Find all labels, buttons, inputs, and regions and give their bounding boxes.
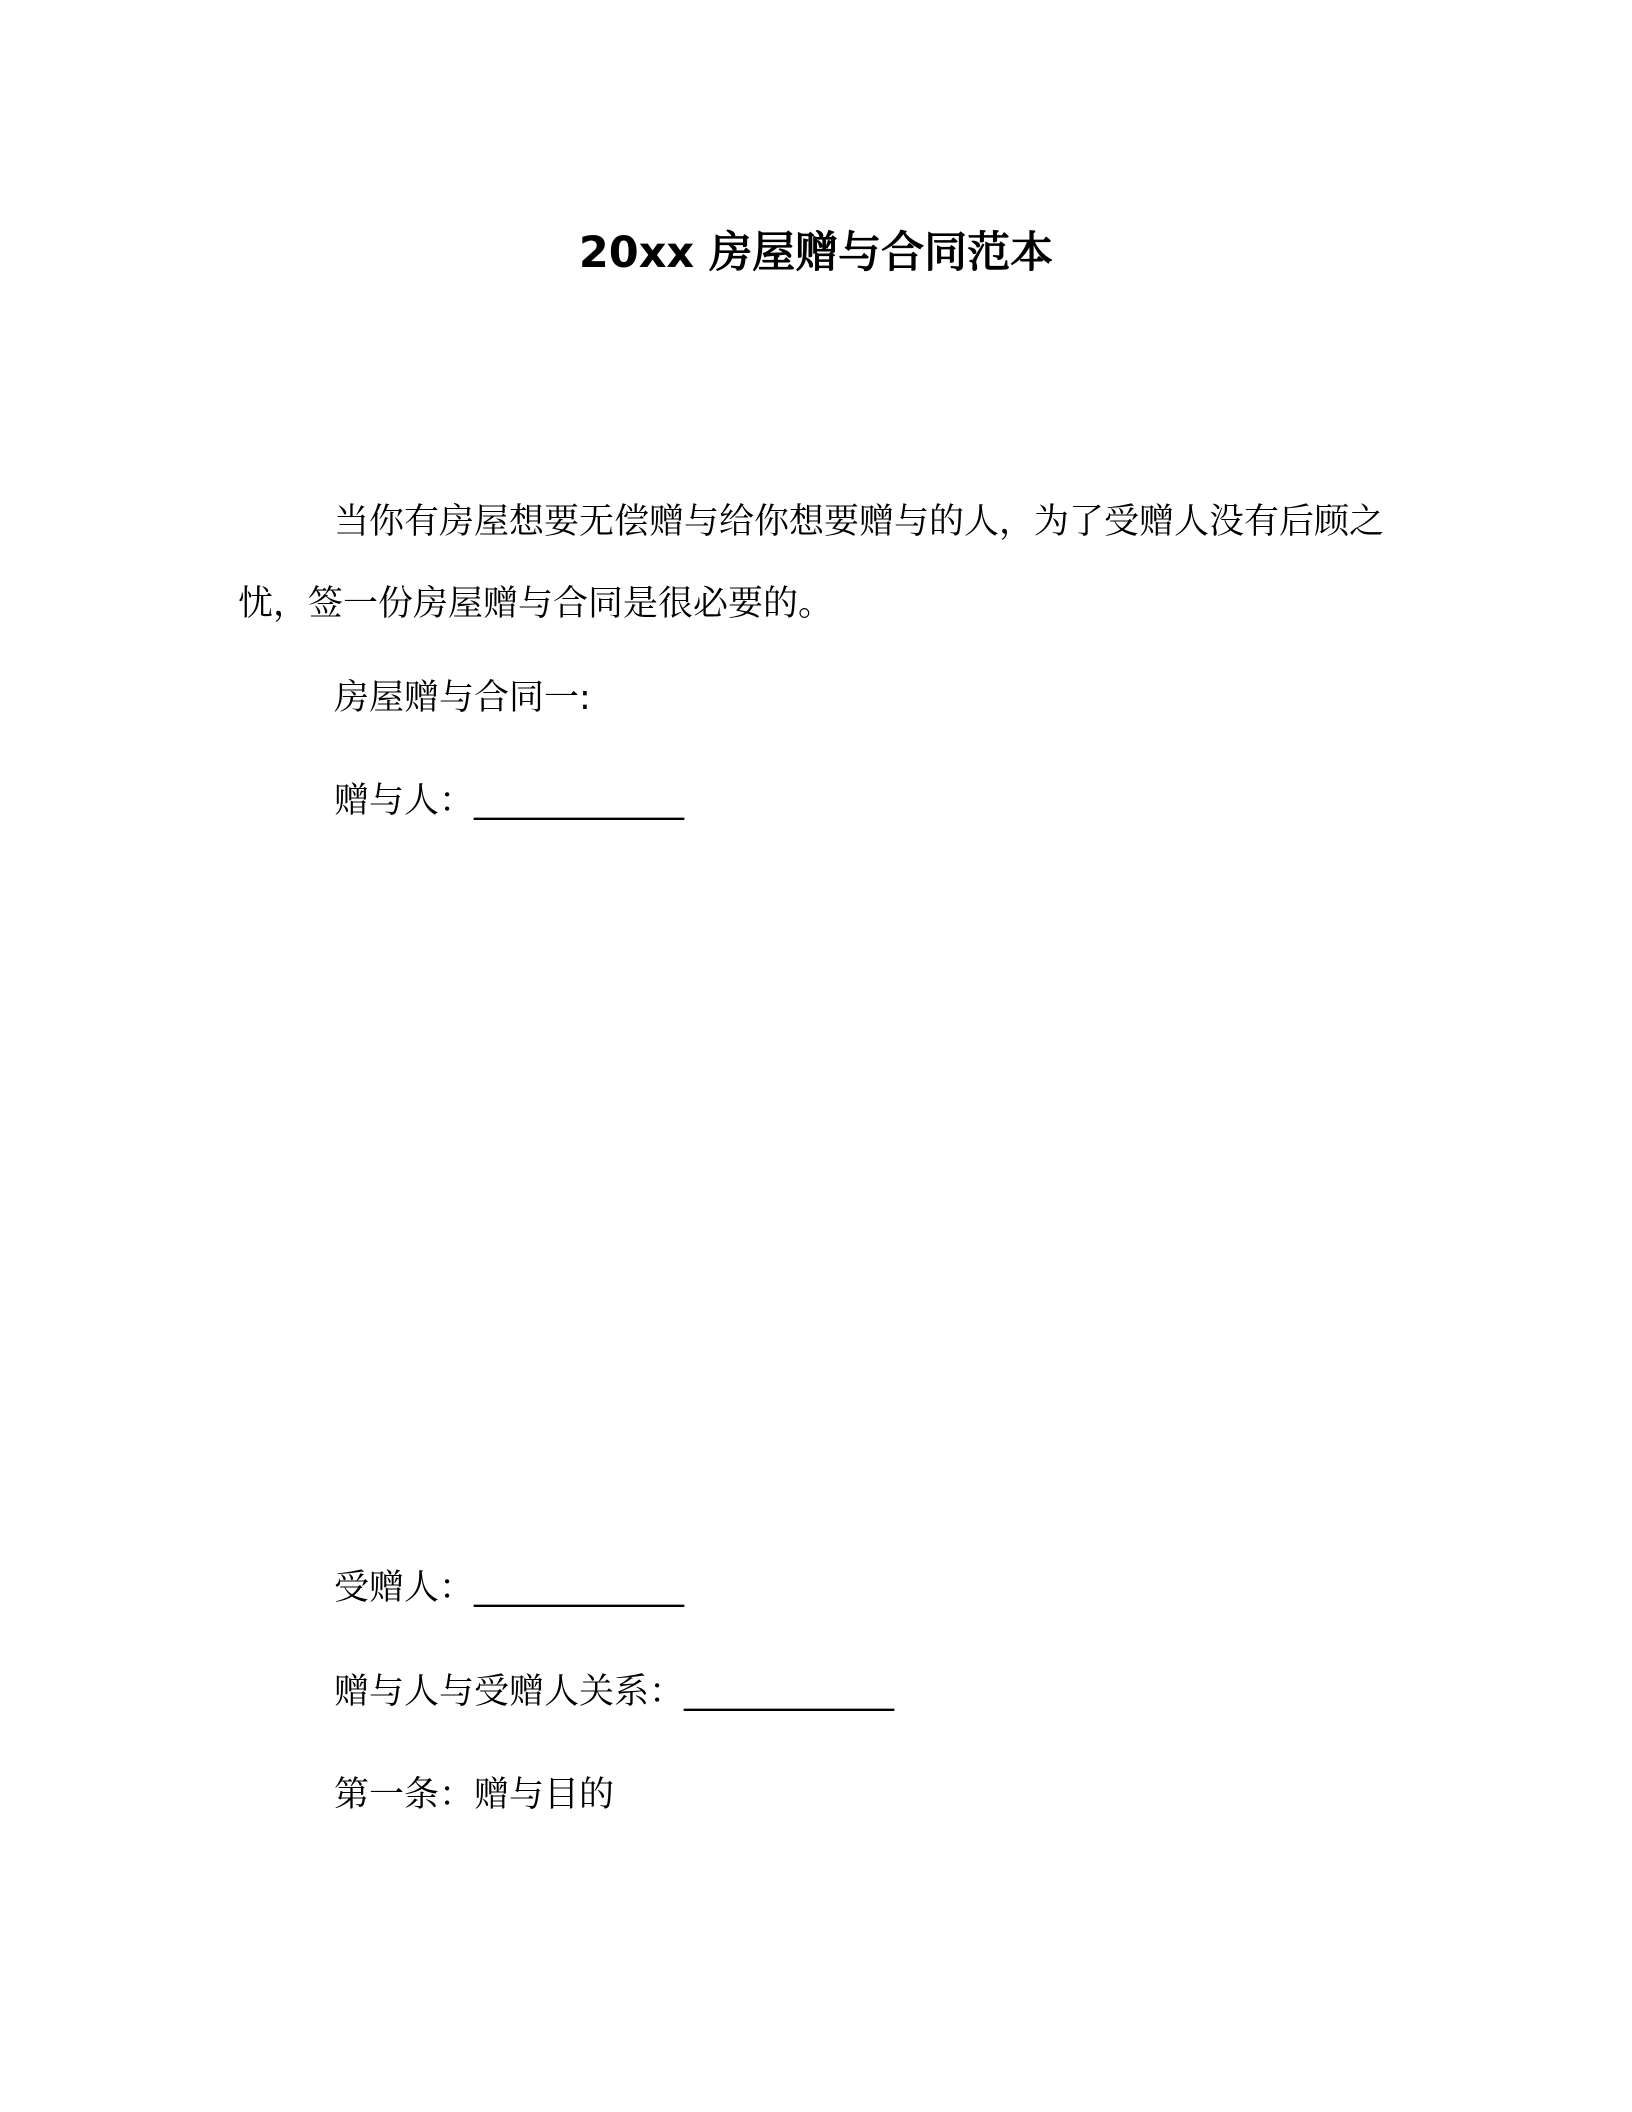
donor-label: 赠与人：	[334, 781, 475, 821]
section-heading: 房屋赠与合同一:	[334, 678, 591, 718]
donee-blank: ____________	[474, 1568, 685, 1608]
donor-field	[334, 776, 684, 826]
donor-blank: ____________	[474, 781, 685, 821]
relationship-field	[334, 1667, 894, 1717]
donee-field	[334, 1563, 684, 1613]
relationship-label: 赠与人与受赠人关系：	[334, 1672, 685, 1712]
donee-label: 受赠人：	[334, 1568, 475, 1608]
relationship-blank: ____________	[684, 1672, 895, 1712]
article-1-heading: 第一条：赠与目的	[334, 1775, 615, 1815]
document-title: 20xx 房屋赠与合同范本	[578, 228, 1054, 278]
intro-paragraph: 当你有房屋想要无偿赠与给你想要赠与的人，为了受赠人没有后顾之忧，签一份房屋赠与合同是很必要的。	[238, 502, 1385, 624]
